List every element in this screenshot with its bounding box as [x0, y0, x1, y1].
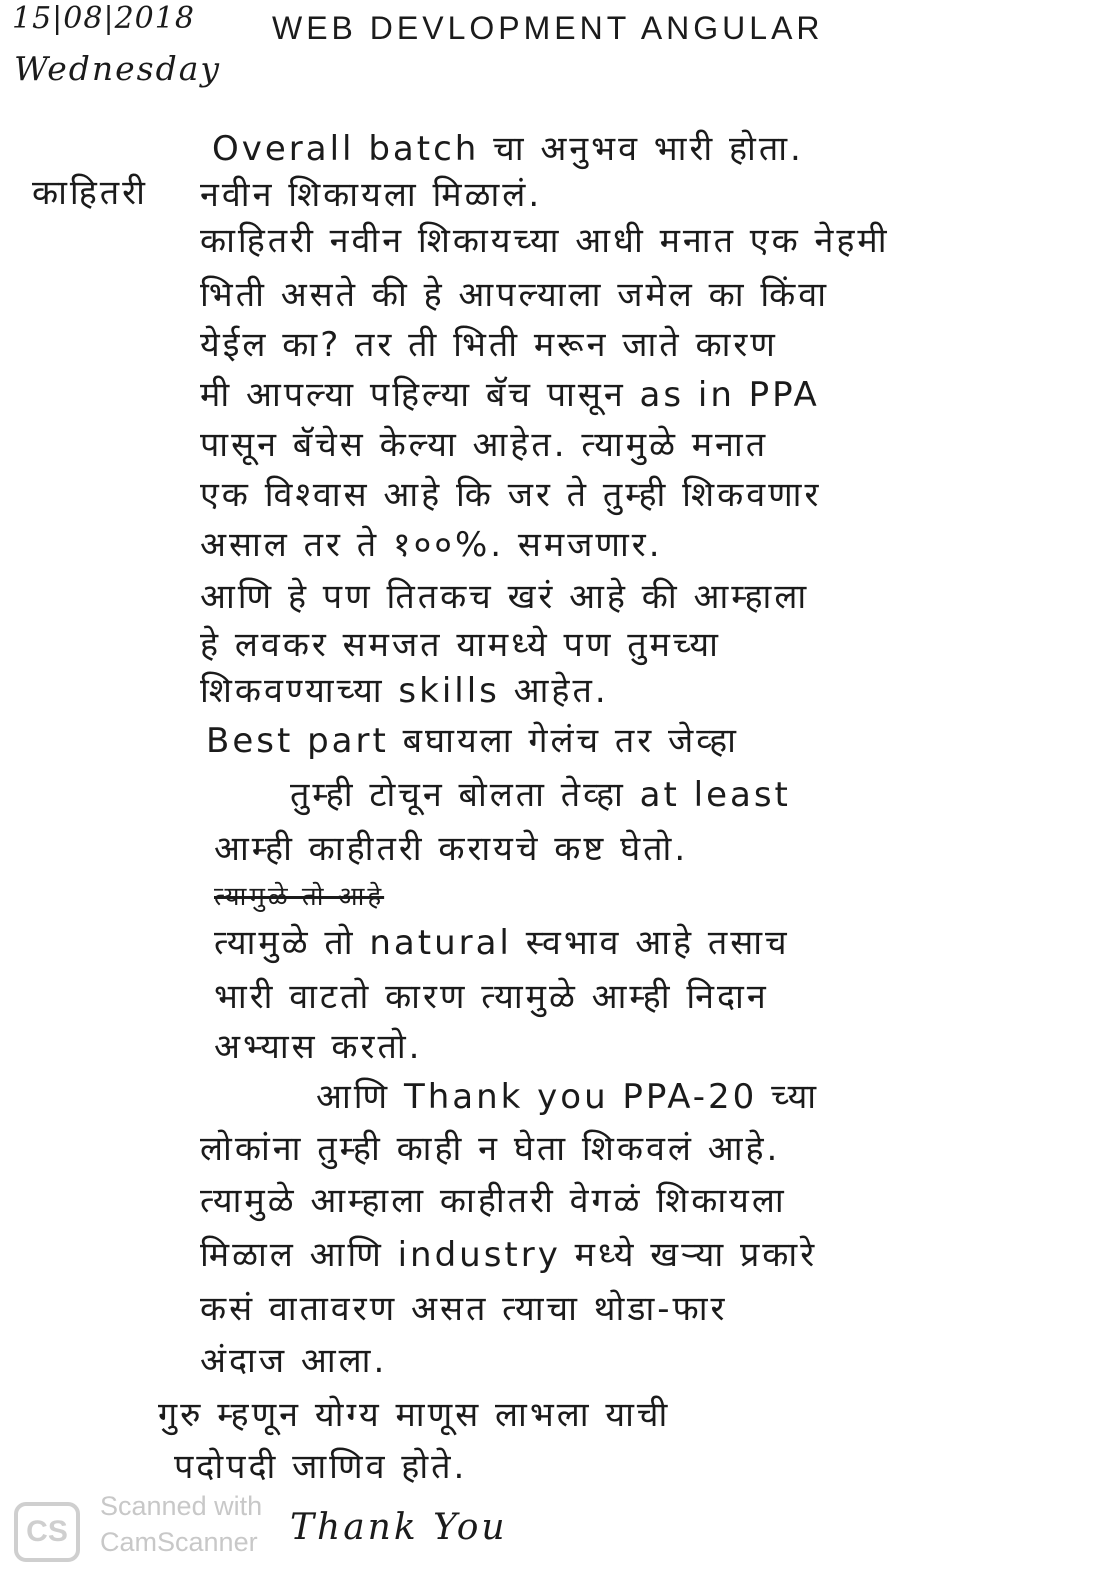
text-line: मी आपल्या पहिल्या बॅच पासून as in PPA	[200, 375, 820, 415]
text-line: अंदाज आला.	[200, 1341, 388, 1381]
camscanner-logo: CS	[14, 1502, 80, 1562]
text-line: तुम्ही टोचून बोलता तेव्हा at least	[290, 775, 791, 815]
text-line: अभ्यास करतो.	[214, 1027, 423, 1067]
text-line: हे लवकर समजत यामध्ये पण तुमच्या	[200, 625, 721, 665]
text-line: त्यामुळे तो natural स्वभाव आहे तसाच	[214, 923, 790, 963]
text-line: मिळाल आणि industry मध्ये खऱ्या प्रकारे	[200, 1235, 818, 1275]
text-line: लोकांना तुम्ही काही न घेता शिकवलं आहे.	[200, 1129, 781, 1169]
text-line: त्यामुळे आम्हाला काहीतरी वेगळं शिकायला	[200, 1181, 787, 1221]
watermark-line1: Scanned with	[100, 1491, 263, 1521]
text-line: कसं वातावरण असत त्याचा थोडा-फार	[200, 1289, 728, 1329]
text-line: आणि Thank you PPA-20 च्या	[316, 1077, 820, 1117]
day: Wednesday	[14, 49, 222, 88]
text-line: काहितरी नवीन शिकायच्या आधी मनात एक नेहमी	[200, 221, 890, 261]
closing-signoff: Thank You	[290, 1507, 508, 1548]
date: 15|08|2018	[12, 1, 195, 36]
text-line: पासून बॅचेस केल्या आहेत. त्यामुळे मनात	[200, 425, 769, 465]
text-line: Overall batch चा अनुभव भारी होता.	[212, 129, 804, 169]
text-line: असाल तर ते १००%. समजणार.	[200, 525, 663, 565]
text-line: आणि हे पण तितकच खरं आहे की आम्हाला	[200, 577, 810, 617]
text-line: पदोपदी जाणिव होते.	[174, 1447, 468, 1487]
watermark-line2: CamScanner	[100, 1527, 258, 1557]
text-line: Best part बघायला गेलंच तर जेव्हा	[206, 721, 739, 761]
text-line: एक विश्वास आहे कि जर ते तुम्ही शिकवणार	[200, 475, 822, 515]
text-line: भारी वाटतो कारण त्यामुळे आम्ही निदान	[214, 977, 769, 1017]
text-line: येईल का? तर ती भिती मरून जाते कारण	[200, 325, 778, 365]
text-line: शिकवण्याच्या skills आहेत.	[200, 671, 609, 711]
struck-text: त्यामुळे तो आहे	[214, 882, 385, 912]
text-line: गुरु म्हणून योग्य माणूस लाभला याची	[158, 1395, 671, 1435]
page-title: WEB DEVLOPMENT ANGULAR	[272, 10, 824, 46]
text-line: आम्ही काहीतरी करायचे कष्ट घेतो.	[214, 829, 689, 869]
camscanner-watermark	[100, 1488, 262, 1560]
text-line: भिती असते की हे आपल्याला जमेल का किंवा	[200, 275, 829, 315]
margin-note: काहितरी	[32, 173, 148, 213]
text-line: नवीन शिकायला मिळालं.	[200, 175, 543, 215]
